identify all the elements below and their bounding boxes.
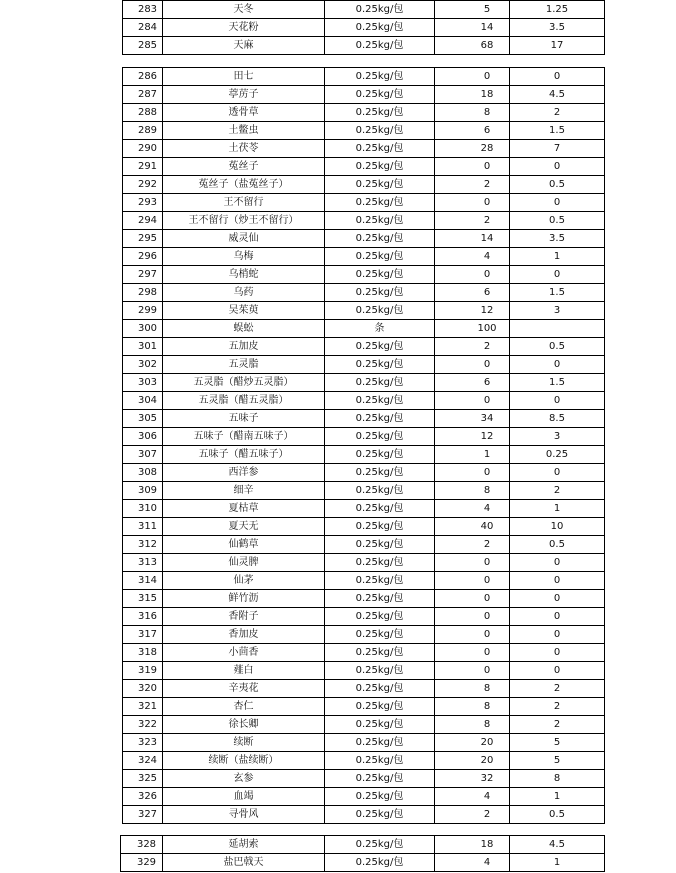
quantity-cell: 8 (435, 698, 510, 716)
amount-cell (510, 320, 605, 338)
herb-name-cell: 细辛 (163, 482, 325, 500)
row-number-cell: 292 (123, 176, 163, 194)
quantity-cell: 0 (435, 590, 510, 608)
package-spec-cell: 0.25kg/包 (325, 482, 435, 500)
amount-cell: 3 (510, 428, 605, 446)
herb-name-cell: 葶苈子 (163, 86, 325, 104)
herb-name-cell: 五灵脂 (163, 356, 325, 374)
amount-cell: 0 (510, 644, 605, 662)
package-spec-cell: 0.25kg/包 (325, 68, 435, 86)
quantity-cell: 0 (435, 266, 510, 284)
amount-cell: 5 (510, 752, 605, 770)
herb-name-cell: 五味子 (163, 410, 325, 428)
herb-name-cell: 徐长卿 (163, 716, 325, 734)
amount-cell: 1 (510, 788, 605, 806)
quantity-cell: 18 (435, 86, 510, 104)
table-row (123, 662, 605, 680)
quantity-cell: 34 (435, 410, 510, 428)
row-number-cell: 300 (123, 320, 163, 338)
row-number-cell: 290 (123, 140, 163, 158)
herb-name-cell: 五味子（醋南五味子） (163, 428, 325, 446)
row-number-cell: 313 (123, 554, 163, 572)
table-row (123, 518, 605, 536)
package-spec-cell: 0.25kg/包 (325, 734, 435, 752)
table-row (123, 590, 605, 608)
row-number-cell: 306 (123, 428, 163, 446)
row-number-cell: 293 (123, 194, 163, 212)
table-row (123, 482, 605, 500)
package-spec-cell: 0.25kg/包 (325, 554, 435, 572)
quantity-cell: 0 (435, 644, 510, 662)
row-number-cell: 283 (123, 1, 163, 19)
inventory-table-c (120, 835, 605, 872)
herb-name-cell: 盐巴戟天 (163, 854, 325, 872)
quantity-cell: 2 (435, 806, 510, 824)
package-spec-cell: 0.25kg/包 (325, 644, 435, 662)
amount-cell: 8.5 (510, 410, 605, 428)
amount-cell: 0 (510, 572, 605, 590)
table-row (123, 122, 605, 140)
package-spec-cell: 0.25kg/包 (325, 266, 435, 284)
herb-name-cell: 薤白 (163, 662, 325, 680)
herb-name-cell: 天冬 (163, 1, 325, 19)
table-row (123, 374, 605, 392)
amount-cell: 0 (510, 158, 605, 176)
table-row (123, 356, 605, 374)
package-spec-cell: 0.25kg/包 (325, 500, 435, 518)
package-spec-cell: 0.25kg/包 (325, 590, 435, 608)
herb-name-cell: 玄参 (163, 770, 325, 788)
package-spec-cell: 0.25kg/包 (325, 806, 435, 824)
herb-name-cell: 鲜竹沥 (163, 590, 325, 608)
row-number-cell: 303 (123, 374, 163, 392)
amount-cell: 0.5 (510, 338, 605, 356)
quantity-cell: 0 (435, 608, 510, 626)
amount-cell: 1 (510, 500, 605, 518)
amount-cell: 0 (510, 356, 605, 374)
herb-name-cell: 乌梢蛇 (163, 266, 325, 284)
row-number-cell: 307 (123, 446, 163, 464)
amount-cell: 3.5 (510, 19, 605, 37)
quantity-cell: 100 (435, 320, 510, 338)
row-number-cell: 326 (123, 788, 163, 806)
amount-cell: 0 (510, 68, 605, 86)
amount-cell: 1.5 (510, 284, 605, 302)
row-number-cell: 289 (123, 122, 163, 140)
package-spec-cell: 0.25kg/包 (325, 104, 435, 122)
table-row (123, 554, 605, 572)
table-row (123, 806, 605, 824)
quantity-cell: 8 (435, 104, 510, 122)
amount-cell: 1.5 (510, 374, 605, 392)
amount-cell: 1 (510, 854, 605, 872)
row-number-cell: 328 (121, 836, 163, 854)
package-spec-cell: 0.25kg/包 (325, 680, 435, 698)
row-number-cell: 315 (123, 590, 163, 608)
amount-cell: 4.5 (510, 836, 605, 854)
row-number-cell: 322 (123, 716, 163, 734)
quantity-cell: 2 (435, 212, 510, 230)
quantity-cell: 6 (435, 284, 510, 302)
row-number-cell: 310 (123, 500, 163, 518)
row-number-cell: 287 (123, 86, 163, 104)
quantity-cell: 0 (435, 356, 510, 374)
package-spec-cell: 0.25kg/包 (325, 698, 435, 716)
package-spec-cell: 0.25kg/包 (325, 19, 435, 37)
package-spec-cell: 0.25kg/包 (325, 716, 435, 734)
amount-cell: 10 (510, 518, 605, 536)
quantity-cell: 12 (435, 302, 510, 320)
table-row (123, 752, 605, 770)
amount-cell: 1 (510, 248, 605, 266)
herb-name-cell: 土茯苓 (163, 140, 325, 158)
table-row (123, 104, 605, 122)
package-spec-cell: 0.25kg/包 (325, 752, 435, 770)
row-number-cell: 311 (123, 518, 163, 536)
table-row (123, 37, 605, 55)
quantity-cell: 14 (435, 230, 510, 248)
herb-name-cell: 续断（盐续断） (163, 752, 325, 770)
table-row (123, 86, 605, 104)
table-row (123, 302, 605, 320)
table-row (123, 230, 605, 248)
table-row (123, 644, 605, 662)
quantity-cell: 0 (435, 662, 510, 680)
row-number-cell: 299 (123, 302, 163, 320)
amount-cell: 0.5 (510, 176, 605, 194)
herb-name-cell: 威灵仙 (163, 230, 325, 248)
quantity-cell: 8 (435, 716, 510, 734)
package-spec-cell: 0.25kg/包 (325, 356, 435, 374)
package-spec-cell: 0.25kg/包 (325, 836, 435, 854)
herb-name-cell: 吴茱萸 (163, 302, 325, 320)
package-spec-cell: 0.25kg/包 (325, 392, 435, 410)
package-spec-cell: 0.25kg/包 (325, 230, 435, 248)
row-number-cell: 286 (123, 68, 163, 86)
table-row (123, 716, 605, 734)
table-row (123, 446, 605, 464)
herb-name-cell: 五加皮 (163, 338, 325, 356)
package-spec-cell: 条 (325, 320, 435, 338)
herb-name-cell: 杏仁 (163, 698, 325, 716)
herb-name-cell: 香加皮 (163, 626, 325, 644)
herb-name-cell: 蜈蚣 (163, 320, 325, 338)
herb-name-cell: 菟丝子 (163, 158, 325, 176)
herb-name-cell: 仙鹤草 (163, 536, 325, 554)
amount-cell: 3 (510, 302, 605, 320)
herb-name-cell: 五灵脂（醋炒五灵脂） (163, 374, 325, 392)
amount-cell: 5 (510, 734, 605, 752)
package-spec-cell: 0.25kg/包 (325, 374, 435, 392)
amount-cell: 0.5 (510, 212, 605, 230)
row-number-cell: 294 (123, 212, 163, 230)
table-row (123, 626, 605, 644)
row-number-cell: 296 (123, 248, 163, 266)
herb-name-cell: 乌梅 (163, 248, 325, 266)
package-spec-cell: 0.25kg/包 (325, 1, 435, 19)
amount-cell: 0 (510, 590, 605, 608)
package-spec-cell: 0.25kg/包 (325, 770, 435, 788)
herb-name-cell: 寻骨风 (163, 806, 325, 824)
amount-cell: 0.25 (510, 446, 605, 464)
amount-cell: 0 (510, 464, 605, 482)
amount-cell: 0 (510, 194, 605, 212)
amount-cell: 0 (510, 662, 605, 680)
quantity-cell: 0 (435, 626, 510, 644)
amount-cell: 1.5 (510, 122, 605, 140)
amount-cell: 3.5 (510, 230, 605, 248)
herb-name-cell: 天麻 (163, 37, 325, 55)
table-row (123, 158, 605, 176)
package-spec-cell: 0.25kg/包 (325, 662, 435, 680)
table-row (123, 680, 605, 698)
quantity-cell: 4 (435, 248, 510, 266)
package-spec-cell: 0.25kg/包 (325, 248, 435, 266)
package-spec-cell: 0.25kg/包 (325, 608, 435, 626)
quantity-cell: 8 (435, 482, 510, 500)
row-number-cell: 325 (123, 770, 163, 788)
table-row (123, 320, 605, 338)
table-row (123, 608, 605, 626)
amount-cell: 4.5 (510, 86, 605, 104)
package-spec-cell: 0.25kg/包 (325, 626, 435, 644)
amount-cell: 0.5 (510, 536, 605, 554)
row-number-cell: 291 (123, 158, 163, 176)
row-number-cell: 320 (123, 680, 163, 698)
quantity-cell: 12 (435, 428, 510, 446)
row-number-cell: 297 (123, 266, 163, 284)
row-number-cell: 288 (123, 104, 163, 122)
row-number-cell: 329 (121, 854, 163, 872)
quantity-cell: 1 (435, 446, 510, 464)
herb-name-cell: 香附子 (163, 608, 325, 626)
amount-cell: 8 (510, 770, 605, 788)
amount-cell: 0 (510, 266, 605, 284)
quantity-cell: 4 (435, 788, 510, 806)
herb-name-cell: 仙茅 (163, 572, 325, 590)
quantity-cell: 6 (435, 122, 510, 140)
table-row (121, 854, 605, 872)
quantity-cell: 0 (435, 392, 510, 410)
herb-name-cell: 王不留行 (163, 194, 325, 212)
package-spec-cell: 0.25kg/包 (325, 410, 435, 428)
herb-name-cell: 夏天无 (163, 518, 325, 536)
package-spec-cell: 0.25kg/包 (325, 140, 435, 158)
package-spec-cell: 0.25kg/包 (325, 284, 435, 302)
quantity-cell: 0 (435, 464, 510, 482)
package-spec-cell: 0.25kg/包 (325, 518, 435, 536)
table-row (123, 770, 605, 788)
amount-cell: 2 (510, 482, 605, 500)
row-number-cell: 324 (123, 752, 163, 770)
row-number-cell: 321 (123, 698, 163, 716)
row-number-cell: 323 (123, 734, 163, 752)
herb-name-cell: 续断 (163, 734, 325, 752)
amount-cell: 17 (510, 37, 605, 55)
quantity-cell: 5 (435, 1, 510, 19)
herb-name-cell: 五味子（醋五味子） (163, 446, 325, 464)
herb-name-cell: 田七 (163, 68, 325, 86)
amount-cell: 0 (510, 554, 605, 572)
package-spec-cell: 0.25kg/包 (325, 86, 435, 104)
table-row (123, 500, 605, 518)
quantity-cell: 4 (435, 854, 510, 872)
row-number-cell: 312 (123, 536, 163, 554)
quantity-cell: 14 (435, 19, 510, 37)
package-spec-cell: 0.25kg/包 (325, 194, 435, 212)
quantity-cell: 2 (435, 338, 510, 356)
quantity-cell: 18 (435, 836, 510, 854)
amount-cell: 0 (510, 626, 605, 644)
herb-name-cell: 菟丝子（盐菟丝子） (163, 176, 325, 194)
inventory-table-b (122, 67, 605, 824)
table-row (123, 572, 605, 590)
quantity-cell: 2 (435, 176, 510, 194)
row-number-cell: 319 (123, 662, 163, 680)
table-row (123, 536, 605, 554)
quantity-cell: 40 (435, 518, 510, 536)
table-row (123, 19, 605, 37)
table-row (123, 464, 605, 482)
row-number-cell: 317 (123, 626, 163, 644)
amount-cell: 0 (510, 608, 605, 626)
herb-name-cell: 乌药 (163, 284, 325, 302)
table-row (123, 68, 605, 86)
row-number-cell: 302 (123, 356, 163, 374)
inventory-table-a (122, 0, 605, 55)
row-number-cell: 295 (123, 230, 163, 248)
quantity-cell: 0 (435, 68, 510, 86)
herb-name-cell: 小茴香 (163, 644, 325, 662)
amount-cell: 2 (510, 680, 605, 698)
quantity-cell: 2 (435, 536, 510, 554)
package-spec-cell: 0.25kg/包 (325, 428, 435, 446)
herb-name-cell: 夏枯草 (163, 500, 325, 518)
quantity-cell: 28 (435, 140, 510, 158)
table-row (123, 194, 605, 212)
table-row (123, 248, 605, 266)
table-row (123, 212, 605, 230)
table-row (123, 338, 605, 356)
package-spec-cell: 0.25kg/包 (325, 536, 435, 554)
row-number-cell: 285 (123, 37, 163, 55)
table-row (123, 1, 605, 19)
quantity-cell: 20 (435, 752, 510, 770)
quantity-cell: 0 (435, 554, 510, 572)
package-spec-cell: 0.25kg/包 (325, 446, 435, 464)
package-spec-cell: 0.25kg/包 (325, 338, 435, 356)
quantity-cell: 0 (435, 572, 510, 590)
row-number-cell: 304 (123, 392, 163, 410)
table-row (123, 284, 605, 302)
package-spec-cell: 0.25kg/包 (325, 788, 435, 806)
package-spec-cell: 0.25kg/包 (325, 212, 435, 230)
table-row (123, 428, 605, 446)
table-row (123, 410, 605, 428)
amount-cell: 7 (510, 140, 605, 158)
table-row (123, 176, 605, 194)
amount-cell: 2 (510, 716, 605, 734)
herb-name-cell: 透骨草 (163, 104, 325, 122)
row-number-cell: 284 (123, 19, 163, 37)
package-spec-cell: 0.25kg/包 (325, 158, 435, 176)
package-spec-cell: 0.25kg/包 (325, 302, 435, 320)
amount-cell: 2 (510, 104, 605, 122)
package-spec-cell: 0.25kg/包 (325, 176, 435, 194)
row-number-cell: 309 (123, 482, 163, 500)
table-row (123, 788, 605, 806)
row-number-cell: 298 (123, 284, 163, 302)
row-number-cell: 314 (123, 572, 163, 590)
amount-cell: 1.25 (510, 1, 605, 19)
table-row (123, 392, 605, 410)
table-row (123, 140, 605, 158)
herb-name-cell: 土鳖虫 (163, 122, 325, 140)
package-spec-cell: 0.25kg/包 (325, 122, 435, 140)
amount-cell: 0.5 (510, 806, 605, 824)
table-row (123, 266, 605, 284)
row-number-cell: 301 (123, 338, 163, 356)
amount-cell: 2 (510, 698, 605, 716)
row-number-cell: 305 (123, 410, 163, 428)
package-spec-cell: 0.25kg/包 (325, 854, 435, 872)
quantity-cell: 68 (435, 37, 510, 55)
quantity-cell: 32 (435, 770, 510, 788)
amount-cell: 0 (510, 392, 605, 410)
quantity-cell: 0 (435, 158, 510, 176)
quantity-cell: 4 (435, 500, 510, 518)
herb-name-cell: 辛夷花 (163, 680, 325, 698)
row-number-cell: 318 (123, 644, 163, 662)
herb-name-cell: 王不留行（炒王不留行） (163, 212, 325, 230)
row-number-cell: 327 (123, 806, 163, 824)
table-row (123, 698, 605, 716)
herb-name-cell: 仙灵脾 (163, 554, 325, 572)
quantity-cell: 20 (435, 734, 510, 752)
row-number-cell: 308 (123, 464, 163, 482)
table-row (123, 734, 605, 752)
herb-name-cell: 西洋参 (163, 464, 325, 482)
table-row (121, 836, 605, 854)
quantity-cell: 0 (435, 194, 510, 212)
package-spec-cell: 0.25kg/包 (325, 572, 435, 590)
herb-name-cell: 延胡索 (163, 836, 325, 854)
package-spec-cell: 0.25kg/包 (325, 37, 435, 55)
package-spec-cell: 0.25kg/包 (325, 464, 435, 482)
quantity-cell: 8 (435, 680, 510, 698)
herb-name-cell: 天花粉 (163, 19, 325, 37)
row-number-cell: 316 (123, 608, 163, 626)
quantity-cell: 6 (435, 374, 510, 392)
herb-name-cell: 血竭 (163, 788, 325, 806)
herb-name-cell: 五灵脂（醋五灵脂） (163, 392, 325, 410)
